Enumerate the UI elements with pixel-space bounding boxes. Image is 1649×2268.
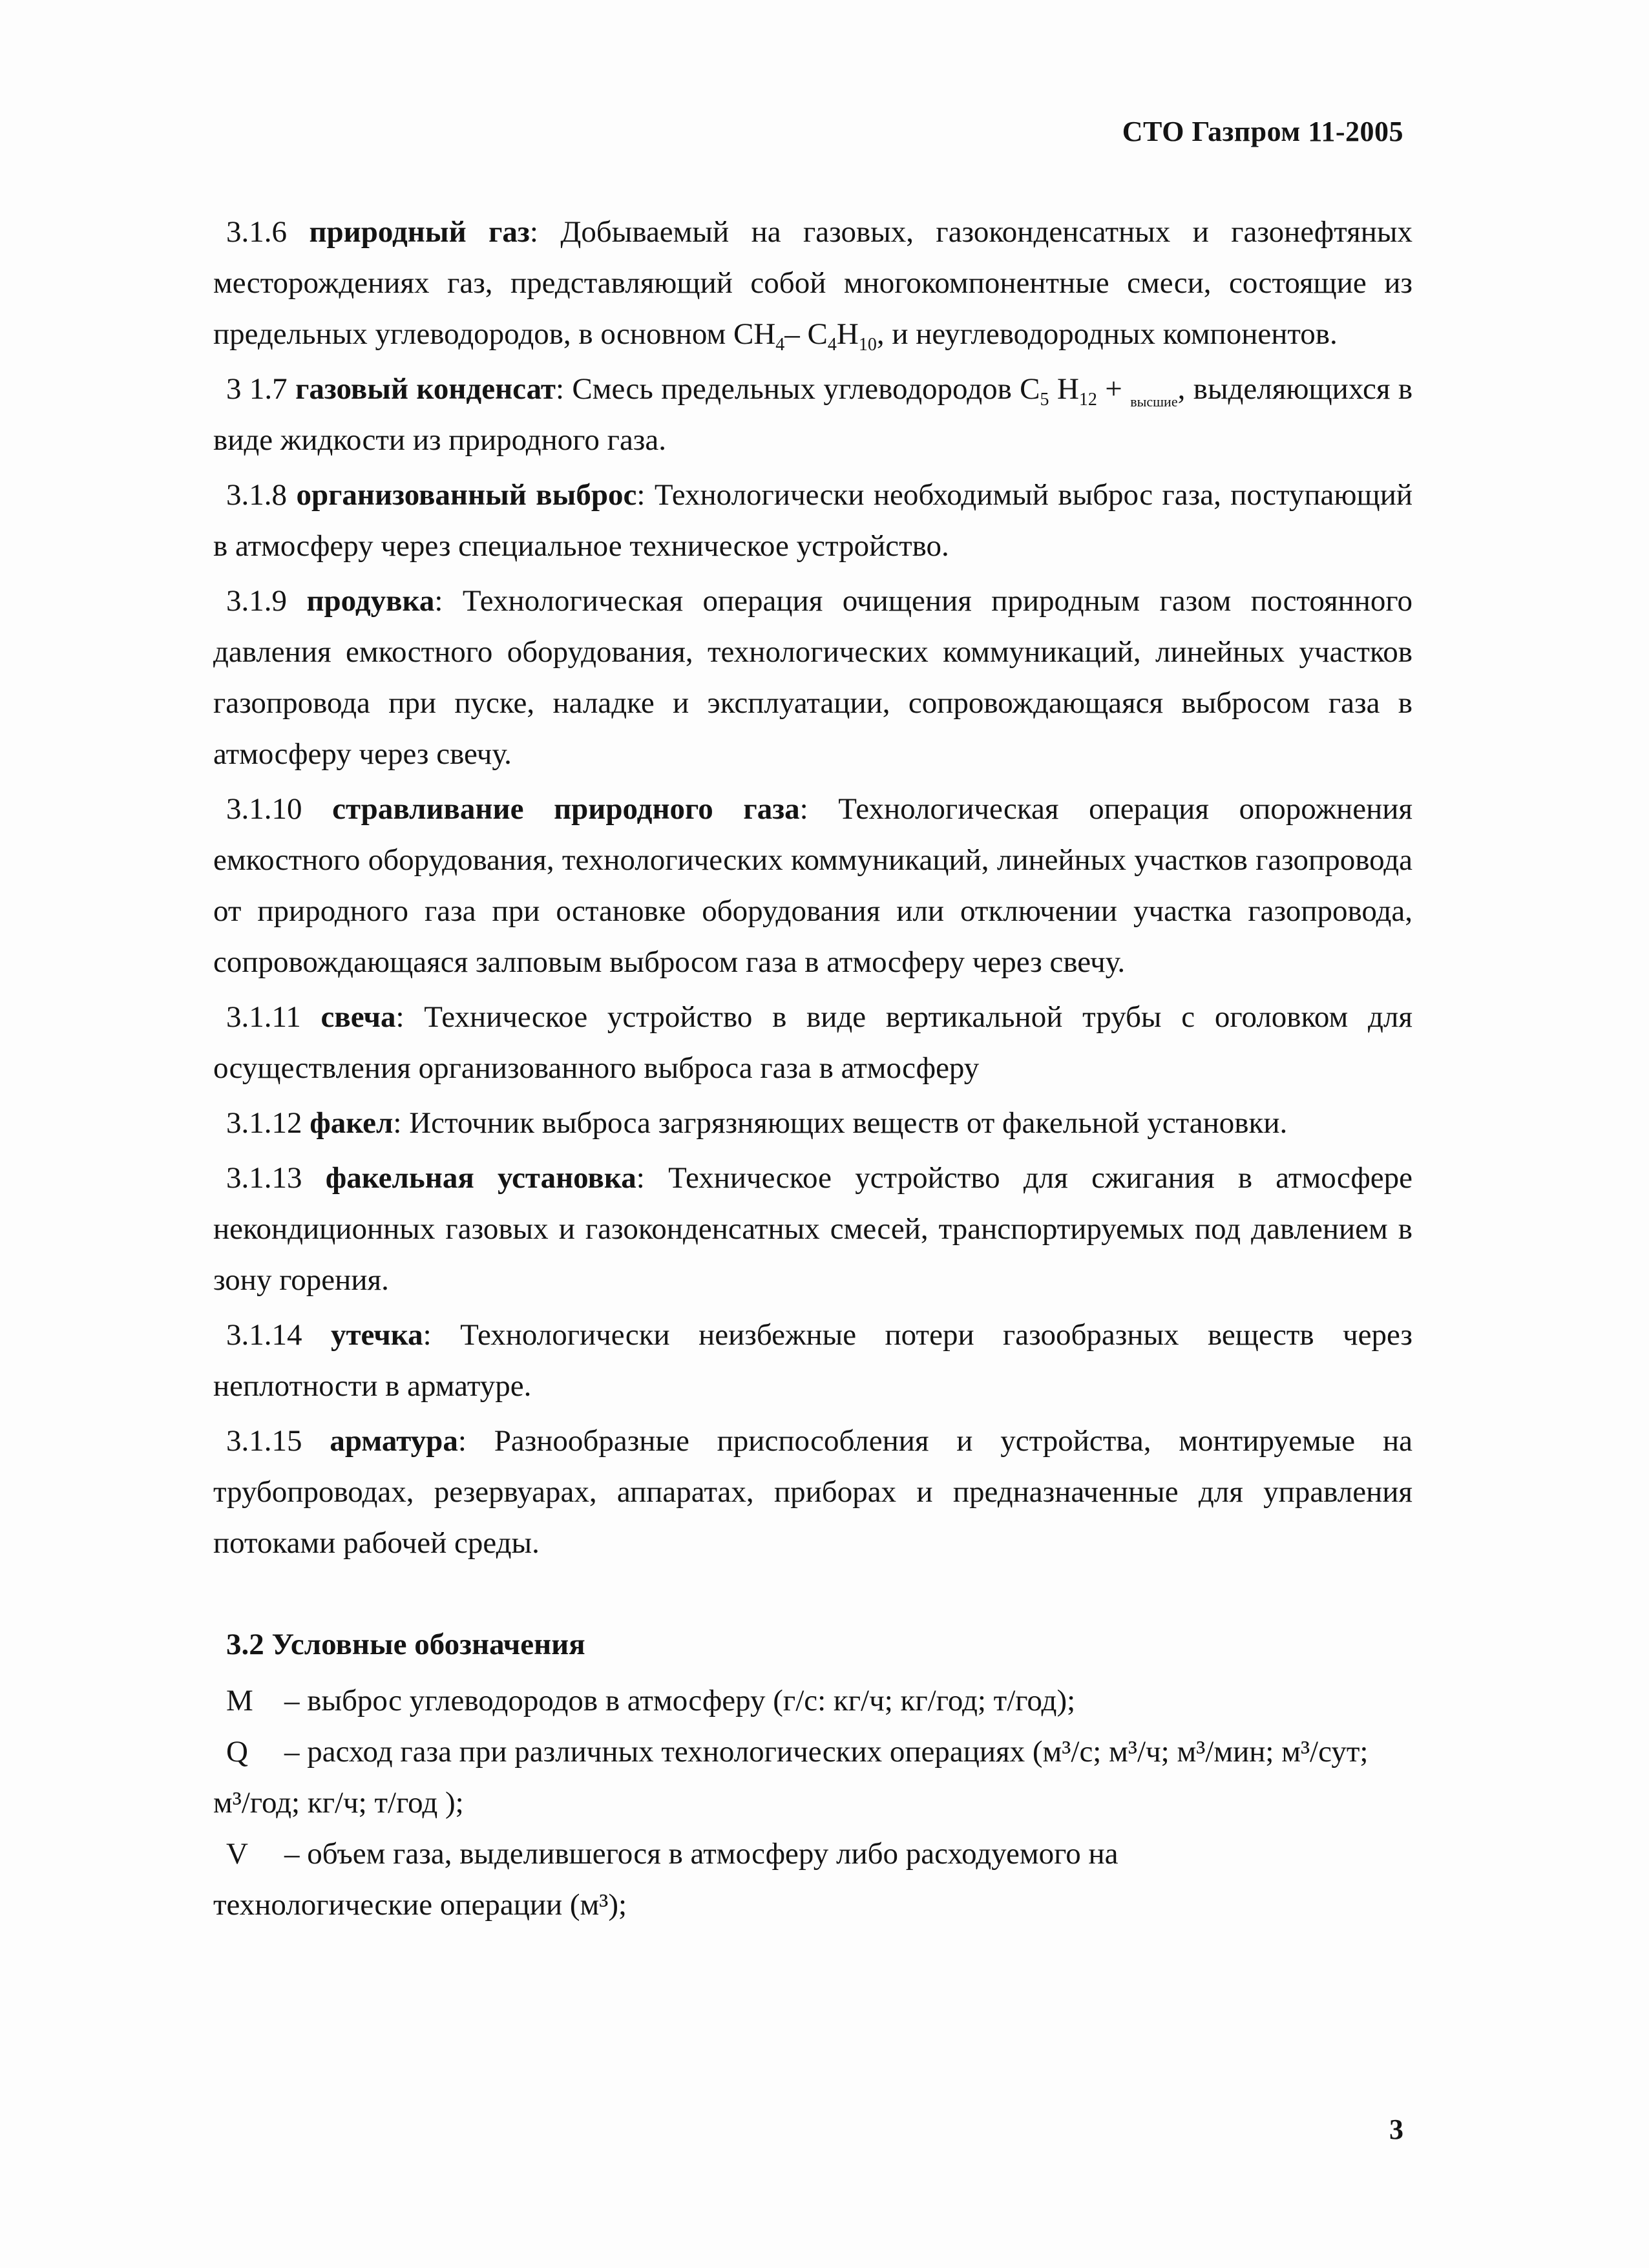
definition-paragraph	[213, 784, 1413, 988]
definition-paragraph	[213, 992, 1413, 1094]
symbol-entry	[213, 1727, 1413, 1829]
symbol-entry	[213, 1829, 1413, 1931]
definition-text: : Технологическая операция очищения природным газом постоянного давления емкостного оборудования, технологических коммуникаций, линейных участков газопровода при пуске, наладке и эксплуатации, сопровождающаяся выбросом газа в атмосферу через свечу.	[213, 584, 1413, 771]
definition-text: H	[836, 317, 859, 351]
definition-number: 3.1.12	[226, 1106, 302, 1140]
formula-subscript: 4	[775, 335, 785, 355]
definition-term: продувка	[306, 584, 435, 618]
definition-term: свеча	[320, 1000, 396, 1034]
definition-number: 3 1.7	[226, 372, 288, 406]
symbol-letter: V	[226, 1837, 248, 1871]
definition-number: 3.1.10	[226, 792, 302, 826]
definition-text: : Добываемый на газовых, газоконденсатных и газонефтяных месторождениях газ, представляющий собой многокомпонентные смеси, состоящие из предельных углеводородов, в основном CH	[213, 215, 1413, 351]
definition-paragraph	[213, 576, 1413, 780]
definition-paragraph	[213, 1098, 1413, 1149]
definition-text: : Технологическая операция опорожнения емкостного оборудования, технологических коммуникаций, линейных участков газопровода от природного газа при остановке оборудования или отключении участка газопровода, сопровождающаяся залповым выбросом газа в атмосферу через свечу.	[213, 792, 1413, 979]
definition-paragraph	[213, 1153, 1413, 1306]
definition-number: 3.1.14	[226, 1318, 302, 1352]
definition-term: факел	[310, 1106, 394, 1140]
section-heading: 3.2 Условные обозначения	[226, 1628, 585, 1661]
formula-subscript: 4	[827, 335, 837, 355]
definition-text: : Техническое устройство для сжигания в атмосфере некондиционных газовых и газоконденсатных смесей, транспортируемых под давлением в зону горения.	[213, 1161, 1413, 1297]
definition-paragraph	[213, 207, 1413, 360]
symbol-description-continuation: технологические операции (м³);	[213, 1888, 627, 1922]
definition-term: утечка	[330, 1318, 423, 1352]
definition-paragraph	[213, 1416, 1413, 1569]
document-code-header: СТО Газпром 11-2005	[1122, 116, 1403, 147]
definition-number: 3.1.15	[226, 1424, 302, 1458]
symbols-list	[213, 1675, 1413, 1931]
definition-text: : Техническое устройство в виде вертикальной трубы с оголовком для осуществления организованного выброса газа в атмосферу	[213, 1000, 1413, 1085]
definition-text: , выделяющихся в виде жидкости из природного газа.	[213, 372, 1413, 457]
formula-subscript: 12	[1078, 390, 1097, 410]
definition-paragraph	[213, 470, 1413, 572]
definition-number: 3.1.8	[226, 478, 287, 512]
symbol-description-continuation: м³/год; кг/ч; т/год );	[213, 1786, 464, 1820]
definition-paragraph	[213, 364, 1413, 466]
symbol-description: – выброс углеводородов в атмосферу (г/с: кг/ч; кг/год; т/год);	[284, 1684, 1076, 1717]
definition-text: , и неуглеводородных компонентов.	[876, 317, 1338, 351]
definition-paragraph	[213, 1310, 1413, 1412]
symbol-entry	[213, 1675, 1413, 1727]
definition-number: 3.1.13	[226, 1161, 302, 1195]
symbol-description: – объем газа, выделившегося в атмосферу либо расходуемого на	[284, 1837, 1119, 1871]
formula-subscript: высшие	[1130, 394, 1178, 410]
definition-term: арматура	[330, 1424, 458, 1458]
definition-term: факельная установка	[325, 1161, 636, 1195]
definition-text: : Источник выброса загрязняющих веществ от факельной установки.	[393, 1106, 1288, 1140]
document-body	[213, 207, 1413, 1931]
definition-text: : Смесь предельных углеводородов C	[555, 372, 1040, 406]
definition-number: 3.1.6	[226, 215, 287, 249]
definition-text: : Разнообразные приспособления и устройства, монтируемые на трубопроводах, резервуарах, аппаратах, приборах и предназначенные для управления потоками рабочей среды.	[213, 1424, 1413, 1560]
formula-subscript: 10	[858, 335, 877, 355]
definition-term: газовый конденсат	[295, 372, 556, 406]
definition-number: 3.1.9	[226, 584, 287, 618]
formula-subscript: 5	[1040, 390, 1049, 410]
definition-term: организованный выброс	[296, 478, 637, 512]
definition-text: : Технологически неизбежные потери газообразных веществ через неплотности в арматуре.	[213, 1318, 1413, 1403]
definition-number: 3.1.11	[226, 1000, 301, 1034]
page-number: 3	[1389, 2114, 1403, 2145]
definition-text: : Технологически необходимый выброс газа, поступающий в атмосферу через специальное техническое устройство.	[213, 478, 1413, 563]
symbol-description: – расход газа при различных технологических операциях (м³/с; м³/ч; м³/мин; м³/сут;	[284, 1735, 1369, 1769]
symbol-letter: M	[226, 1684, 253, 1717]
definition-text: +	[1097, 372, 1131, 406]
definition-text: – C	[784, 317, 828, 351]
definition-term: стравливание природного газа	[332, 792, 800, 826]
definition-term: природный газ	[309, 215, 530, 249]
definition-text: H	[1049, 372, 1079, 406]
symbol-letter: Q	[226, 1735, 248, 1769]
